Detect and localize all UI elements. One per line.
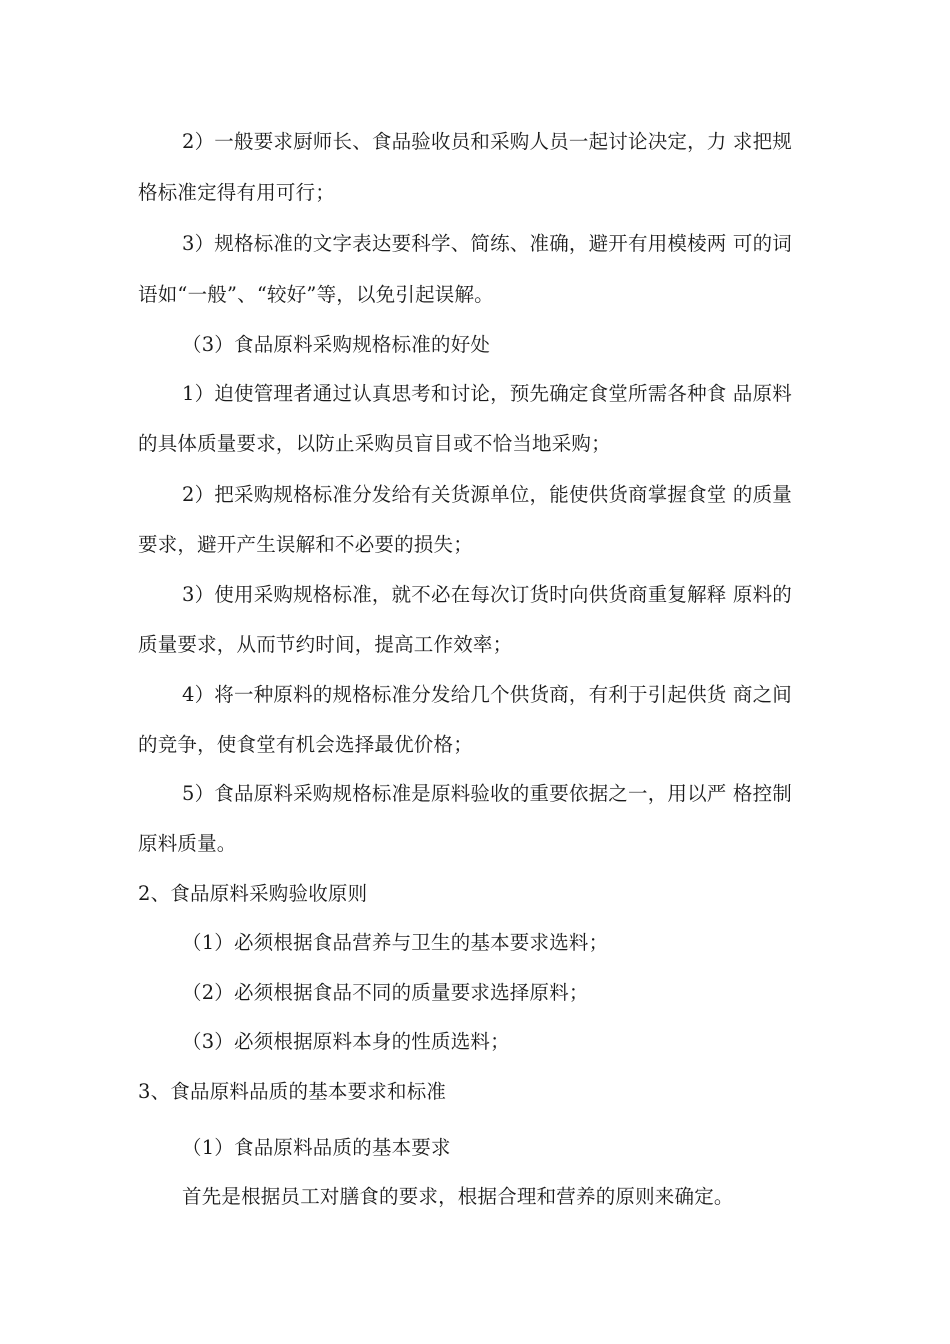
list-item: （1）必须根据食品营养与卫生的基本要求选料； <box>182 931 609 954</box>
paragraph-line: 1）迫使管理者通过认真思考和讨论，预先确定食堂所需各种食 品原料 <box>182 382 793 405</box>
paragraph-line: 的竞争，使食堂有机会选择最优价格； <box>138 733 473 756</box>
paragraph-line: 原料质量。 <box>138 832 237 855</box>
list-item: （2）必须根据食品不同的质量要求选择原料； <box>182 981 589 1004</box>
paragraph-line: 2）把采购规格标准分发给有关货源单位，能使供货商掌握食堂 的质量 <box>182 483 793 506</box>
section-heading: 3、食品原料品质的基本要求和标准 <box>138 1080 447 1103</box>
list-item: （3）必须根据原料本身的性质选料； <box>182 1030 510 1053</box>
paragraph-line: 4）将一种原料的规格标准分发给几个供货商，有利于引起供货 商之间 <box>182 683 793 706</box>
paragraph-line: 语如“一般”、“较好”等，以免引起误解。 <box>138 283 494 306</box>
paragraph-line: 3）规格标准的文字表达要科学、简练、准确，避开有用模棱两 可的词 <box>182 232 793 255</box>
paragraph-line: 3）使用采购规格标准，就不必在每次订货时向供货商重复解释 原料的 <box>182 583 793 606</box>
subsection-heading: （1）食品原料品质的基本要求 <box>182 1136 451 1159</box>
section-heading: 2、食品原料采购验收原则 <box>138 882 368 905</box>
paragraph-line: 格标准定得有用可行； <box>138 181 336 204</box>
paragraph-line: 2）一般要求厨师长、食品验收员和采购人员一起讨论决定，力 求把规 <box>182 130 793 153</box>
paragraph-line: 首先是根据员工对膳食的要求，根据合理和营养的原则来确定。 <box>182 1185 734 1208</box>
paragraph-line: 要求，避开产生误解和不必要的损失； <box>138 533 473 556</box>
paragraph-line: 5）食品原料采购规格标准是原料验收的重要依据之一，用以严 格控制 <box>182 782 793 805</box>
section-heading: （3）食品原料采购规格标准的好处 <box>182 333 491 356</box>
paragraph-line: 的具体质量要求，以防止采购员盲目或不恰当地采购； <box>138 432 611 455</box>
paragraph-line: 质量要求，从而节约时间，提高工作效率； <box>138 633 513 656</box>
